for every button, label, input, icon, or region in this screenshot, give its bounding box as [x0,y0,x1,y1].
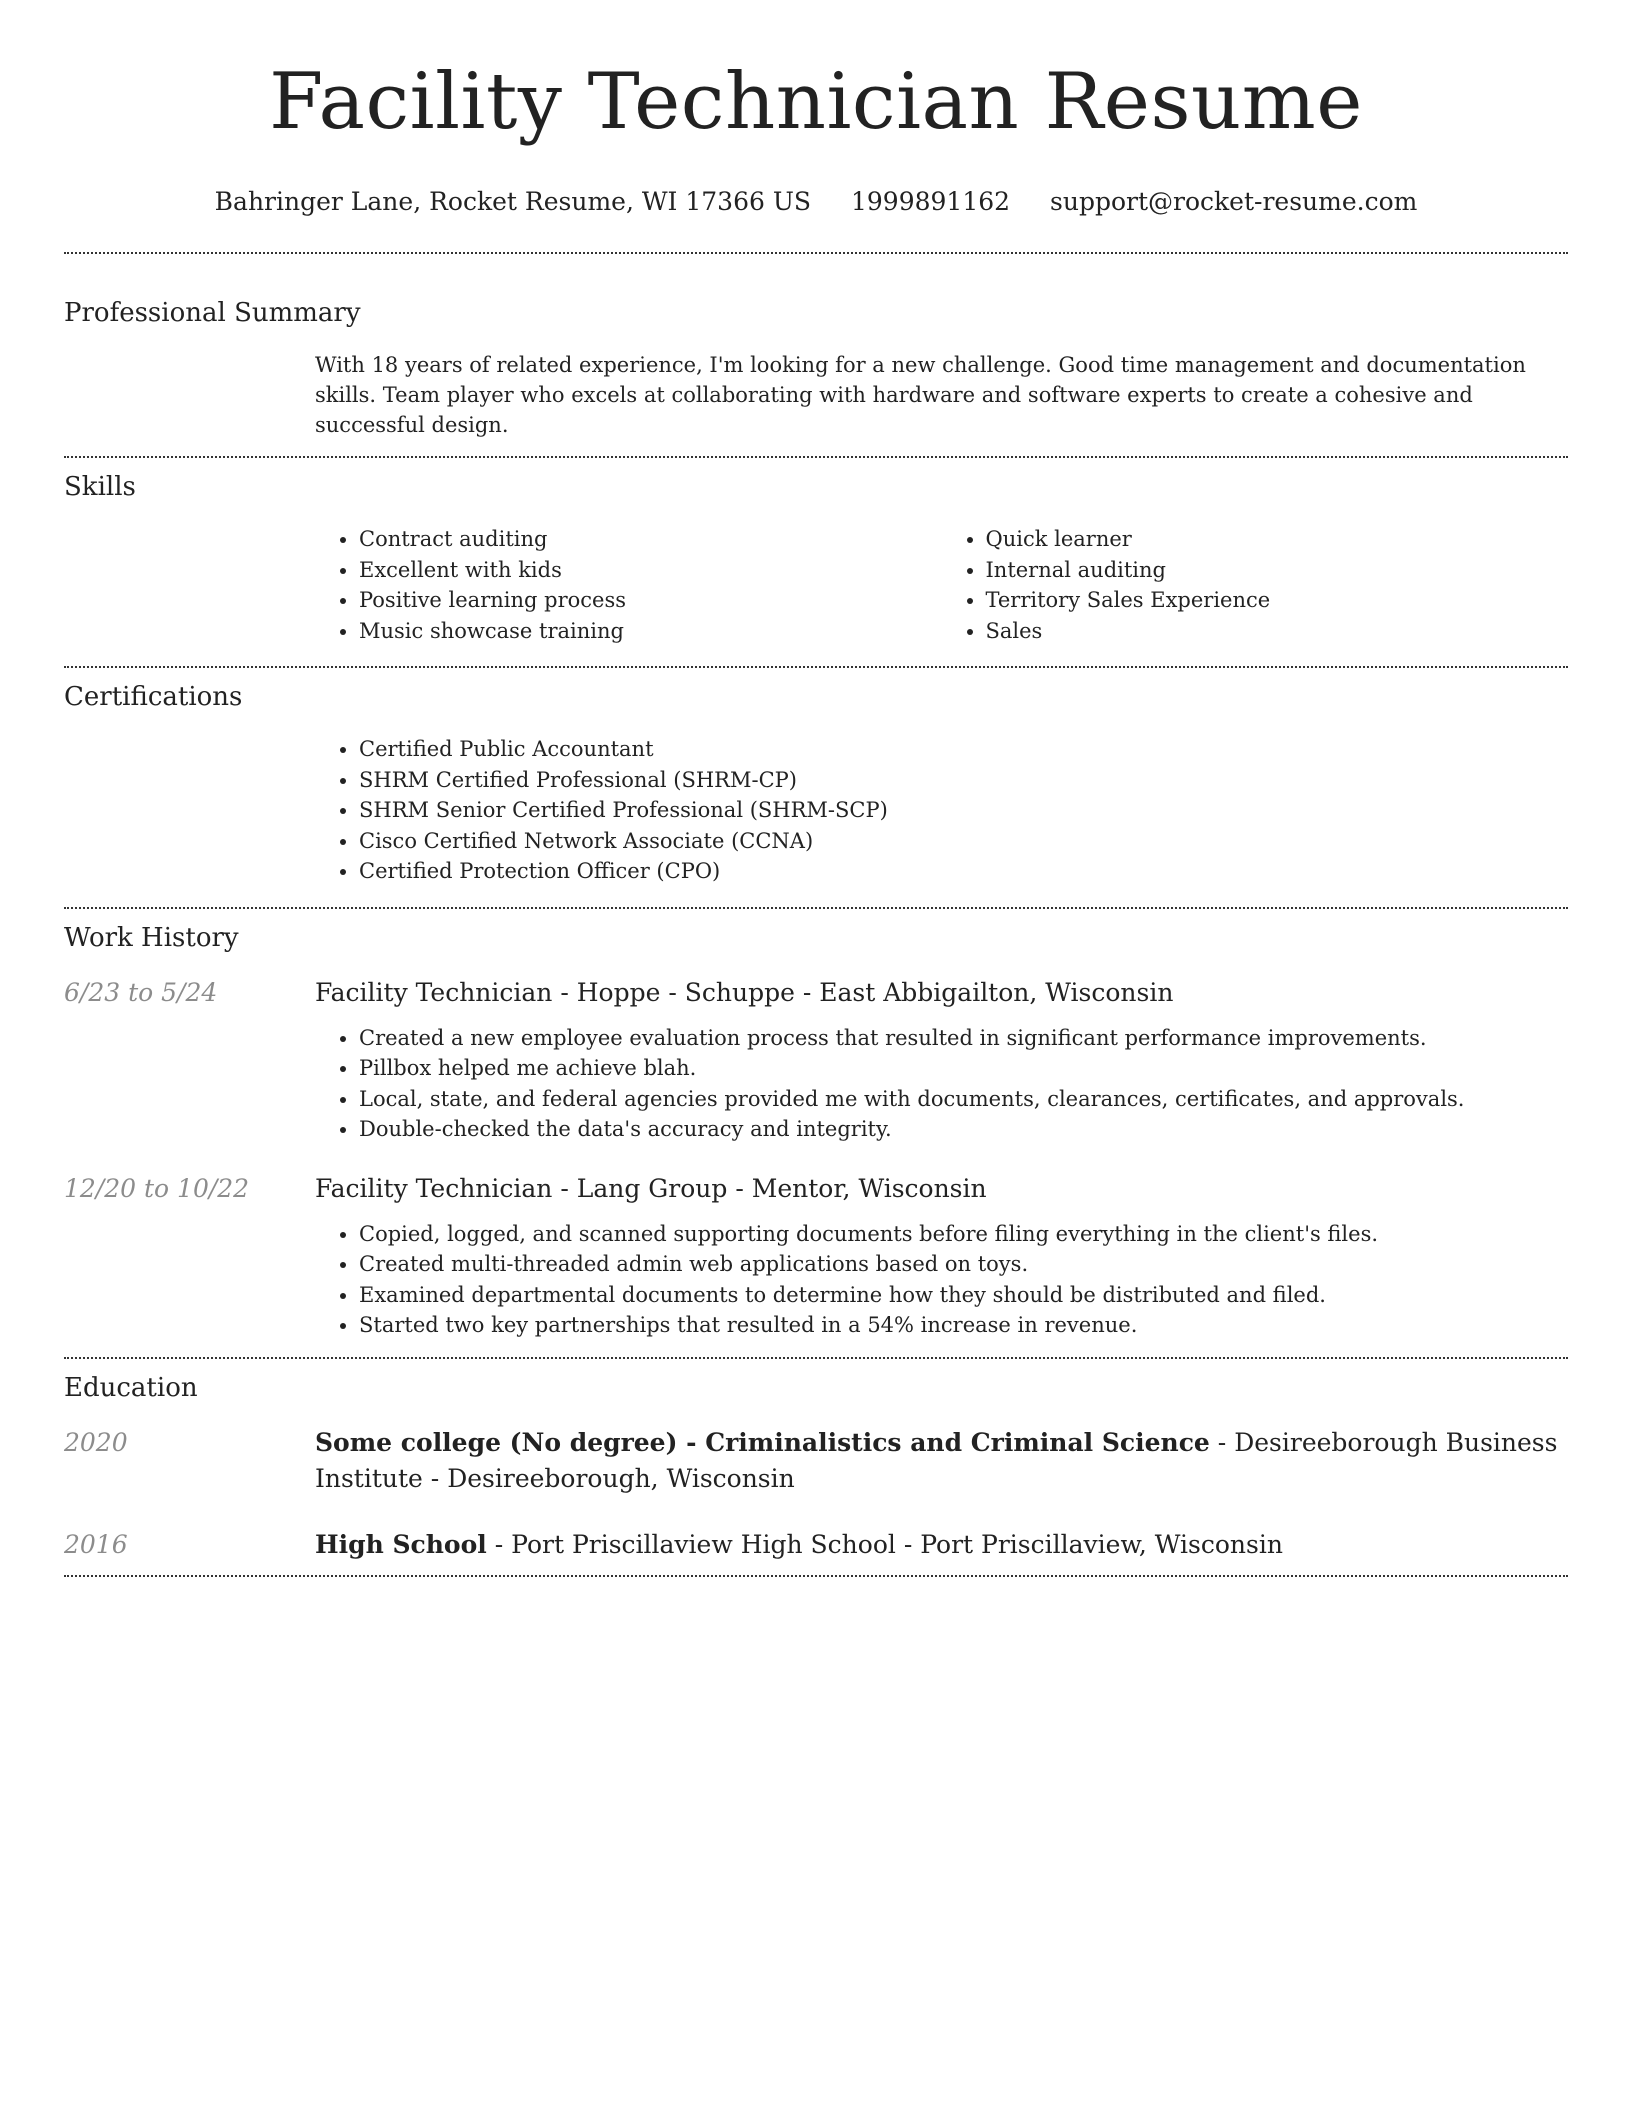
education-school: Desireeborough Business Institute [315,1427,1558,1493]
job-company: Hoppe - Schuppe [576,977,795,1007]
list-item: • Sales [986,616,1569,647]
education-degree: High School [315,1529,487,1559]
skills-heading: Skills [64,472,136,502]
job-location: East Abbigailton, Wisconsin [819,977,1174,1007]
job-location: Mentor, Wisconsin [751,1173,987,1203]
summary-section [64,296,1568,440]
list-item: • Music showcase training [359,616,942,647]
education-heading: Education [64,1372,198,1403]
job-bullets [315,1023,1568,1145]
list-item: • Created multi-threaded admin web applications based on toys. [359,1249,1568,1280]
list-item: • SHRM Senior Certified Professional (SHRM-SCP) [359,795,1568,826]
education-location: Desireeborough, Wisconsin [447,1463,795,1493]
job-dates: 6/23 to 5/24 [64,977,218,1007]
list-item: • Local, state, and federal agencies provided me with documents, clearances, certificates, and approvals. [359,1084,1568,1115]
summary-heading: Professional Summary [64,298,361,328]
list-item: • SHRM Certified Professional (SHRM-CP) [359,765,1568,796]
certifications-heading: Certifications [64,682,243,712]
education-title: Some college (No degree) - Criminalistics and Criminal Science - Desireeborough Business Institute - Desireeborough, Wisconsin [315,1427,1558,1493]
job-role: Facility Technician [315,1173,553,1203]
certifications-section [64,680,1568,887]
education-degree: Some college (No degree) - Criminalistics and Criminal Science [315,1427,1210,1457]
education-year: 2020 [64,1427,128,1457]
job-entry [64,1171,1568,1341]
skills-column-left [315,524,942,646]
list-item: • Positive learning process [359,585,942,616]
list-item: • Certified Public Accountant [359,734,1568,765]
list-item: • Copied, logged, and scanned supporting documents before filing everything in the client's files. [359,1219,1568,1250]
list-item: • Contract auditing [359,524,942,555]
section-divider [64,252,1568,254]
contact-address: Bahringer Lane, Rocket Resume, WI 17366 US [214,187,812,216]
skills-section [64,470,1568,646]
job-title: Facility Technician - Hoppe - Schuppe - East Abbigailton, Wisconsin [315,977,1174,1007]
list-item: • Excellent with kids [359,555,942,586]
education-location: Port Priscillaview, Wisconsin [920,1529,1283,1559]
summary-text: With 18 years of related experience, I'm looking for a new challenge. Good time management and documentation skills. Team player who excels at collaborating with hardware and software experts to create a cohesive and successful design. [315,353,1526,437]
skills-column-right [942,524,1569,646]
job-dates: 12/20 to 10/22 [64,1173,250,1203]
skills-list [315,524,1568,646]
job-company: Lang Group [576,1173,728,1203]
job-bullets [315,1219,1568,1341]
section-divider [64,666,1568,668]
work-history-heading: Work History [64,922,239,953]
list-item: • Pillbox helped me achieve blah. [359,1053,1568,1084]
list-item: • Started two key partnerships that resulted in a 54% increase in revenue. [359,1310,1568,1341]
education-entry [64,1527,1568,1563]
list-item: • Double-checked the data's accuracy and integrity. [359,1114,1568,1145]
contact-line [64,186,1568,218]
section-divider [64,907,1568,909]
education-section [64,1371,1568,1563]
section-divider [64,1575,1568,1577]
section-divider [64,1357,1568,1359]
list-item: • Examined departmental documents to determine how they should be distributed and filed. [359,1280,1568,1311]
list-item: • Certified Protection Officer (CPO) [359,856,1568,887]
work-history-section [64,921,1568,1341]
education-entry [64,1425,1568,1497]
education-school: Port Priscillaview High School [511,1529,896,1559]
resume-title: Facility Technician Resume [269,57,1363,147]
list-item: • Created a new employee evaluation process that resulted in significant performance improvements. [359,1023,1568,1054]
list-item: • Quick learner [986,524,1569,555]
section-divider [64,456,1568,458]
list-item: • Cisco Certified Network Associate (CCNA) [359,826,1568,857]
resume-page [64,0,1568,1577]
contact-email: support@rocket-resume.com [1050,187,1418,216]
education-year: 2016 [64,1529,128,1559]
contact-phone: 1999891162 [851,187,1011,216]
education-title: High School - Port Priscillaview High School - Port Priscillaview, Wisconsin [315,1529,1283,1559]
job-entry [64,975,1568,1145]
list-item: • Territory Sales Experience [986,585,1569,616]
certifications-list [315,734,1568,887]
list-item: • Internal auditing [986,555,1569,586]
job-role: Facility Technician [315,977,553,1007]
job-title: Facility Technician - Lang Group - Mentor, Wisconsin [315,1173,987,1203]
